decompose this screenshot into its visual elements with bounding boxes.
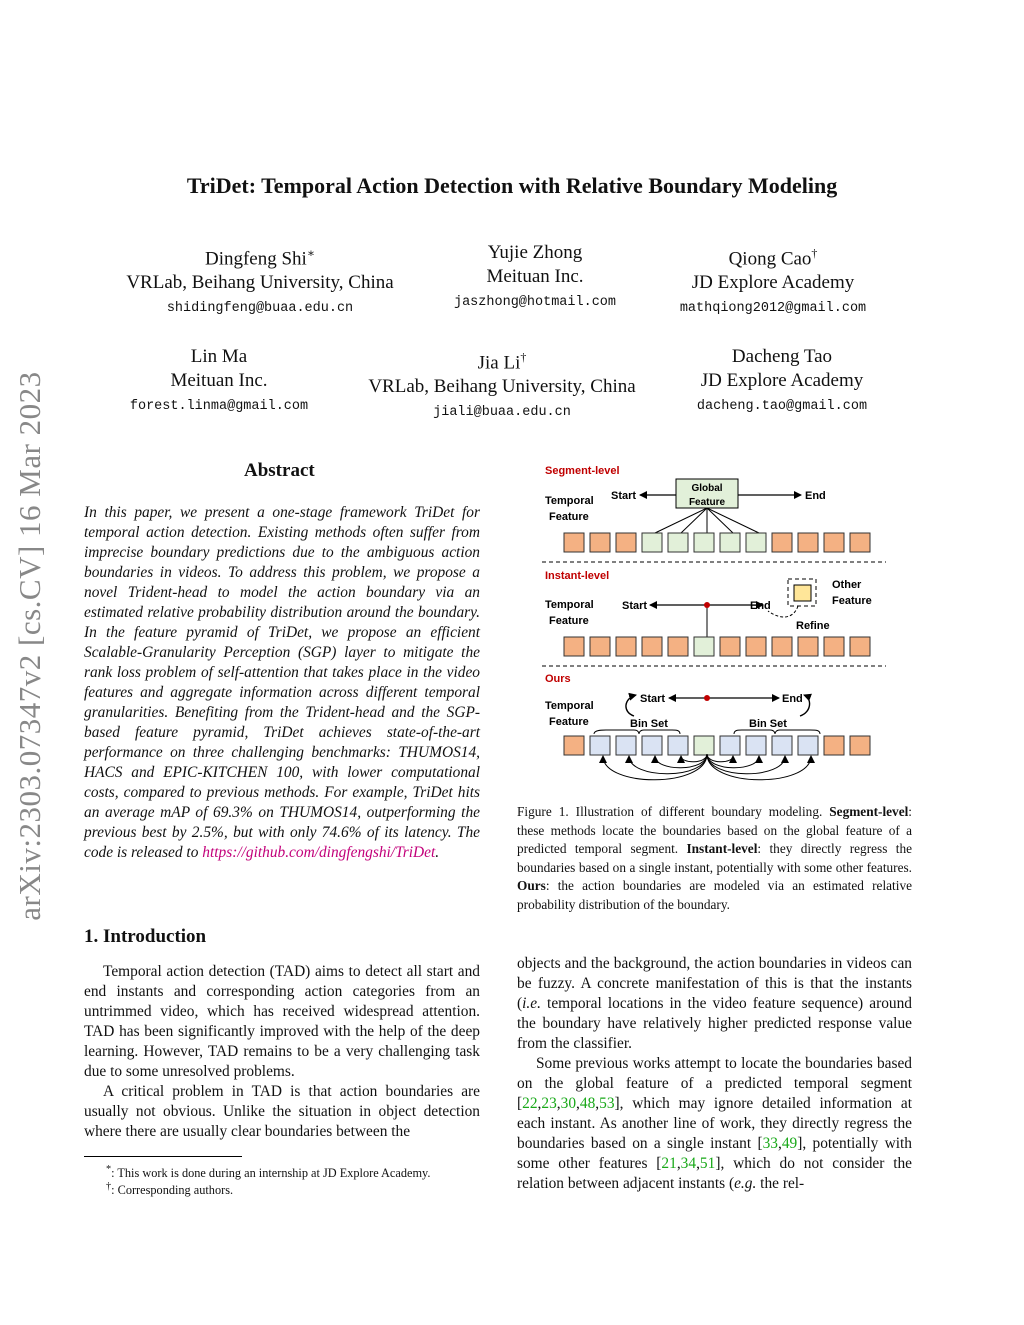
feature-row-ours <box>564 736 870 755</box>
feature-cell <box>720 736 740 755</box>
feature-cell <box>746 533 766 552</box>
feature-cell <box>642 533 662 552</box>
abstract-body: In this paper, we present a one-stage framework TriDet for temporal action detection. Existing methods often suffer from imprecise boundary predictions due to the ambiguous action boundaries in videos. To address this problem, we propose a novel Trident-head to model the action boundary via an estimated relative probability distribution around the boundary. In the feature pyramid of TriDet, we propose an efficient Scalable-Granularity Perception (SGP) layer to mitigate the rank loss problem of self-attention that takes place in the video features and aggregate information across different temporal granularities. Benefiting from the Trident-head and the SGP-based feature pyramid, TriDet achieves state-of-the-art performance on three challenging benchmarks: THUMOS14, HACS and EPIC-KITCHEN 100, with lower computational costs, compared to previous methods. For example, TriDet hits an average mAP of 69.3% on THUMOS14, outperforming the previous best by 2.5%, but with only 74.6% of its latency. The code is released to https://github.com/dingfengshi/TriDet. <box>84 504 480 861</box>
paragraph: Temporal action detection (TAD) aims to detect all start and end instants and corresponding action categories from an untrimmed video, which has received widespread attention. TAD has been significantly improved with the help of the deep learning. However, TAD remains to be a very challenging task due to some unresolved problems. <box>84 963 480 1080</box>
author-name: Lin Ma <box>190 346 248 367</box>
author-block <box>110 241 410 316</box>
paragraph: Some previous works attempt to locate the boundaries based on the global feature of a predicted temporal segment [22,23,30,48,53], which may ignore detailed information at each instant. As another line of work, they directly regress the boundaries based on a single instant [33,49], potentially with some other features [21,34,51], which do not consider the relation between adjacent instants (e.g. the rel- <box>517 1055 913 1192</box>
figure-caption: Figure 1. Illustration of different boundary modeling. Segment-level: these methods locate the boundaries based on the global feature of a predicted temporal segment. Instant-level: they directly regress the boundaries based on a single instant, potentially with some other features. Ours: the action boundaries are modeled via an estimated relative probability distribution of the boundary. <box>517 804 912 912</box>
paper-title: TriDet: Temporal Action Detection with Relative Boundary Modeling <box>186 173 838 198</box>
citation[interactable]: 21 <box>661 1155 677 1172</box>
author-affiliation: JD Explore Academy <box>700 370 864 391</box>
bin-set-label: Bin Set <box>630 718 668 730</box>
citation[interactable]: 51 <box>699 1155 716 1172</box>
refine-label: Refine <box>796 620 830 632</box>
citation[interactable]: 33 <box>762 1135 778 1152</box>
author-affiliation: VRLab, Beihang University, China <box>126 272 394 294</box>
citation[interactable]: 34 <box>680 1155 697 1172</box>
end-label: End <box>782 693 803 705</box>
other-feature-box <box>794 585 811 601</box>
feature-cell <box>772 533 792 552</box>
feature-cell <box>772 637 792 656</box>
feature-cell <box>642 736 662 755</box>
feature-cell <box>590 533 610 552</box>
feature-cell <box>694 637 714 656</box>
feature-cell <box>798 637 818 656</box>
code-link[interactable]: https://github.com/dingfengshi/TriDet <box>202 844 436 861</box>
author-email[interactable]: forest.linma@gmail.com <box>129 399 309 414</box>
feature-cell <box>616 736 636 755</box>
author-email[interactable]: dacheng.tao@gmail.com <box>696 399 868 414</box>
feature-cell <box>772 736 792 755</box>
author-name: Jia Li† <box>477 350 527 374</box>
footnote: †: Corresponding authors. <box>106 1181 234 1198</box>
feature-cell <box>642 637 662 656</box>
feature-cell <box>590 637 610 656</box>
author-affiliation: Meituan Inc. <box>170 370 268 391</box>
other-feature-label: Other <box>832 579 862 591</box>
intro-right-column <box>517 954 912 1194</box>
feature-cell <box>564 736 584 755</box>
feature-cell <box>746 736 766 755</box>
end-label: End <box>750 600 771 612</box>
feature-cell <box>590 736 610 755</box>
temporal-feature-label: Feature <box>549 615 589 627</box>
temporal-feature-label: Feature <box>549 716 589 728</box>
global-feature-text: Global <box>691 483 723 494</box>
abstract-text: In this paper, we present a one-stage framework TriDet for temporal action detection. Existing methods often suffer from imprecise boundary predictions due to the ambiguous action boundaries in videos. To address this problem, we propose a novel Trident-head to model the action boundary via an estimated relative probability distribution around the boundary. In the feature pyramid of TriDet, we propose an efficient Scalable-Granularity Perception (SGP) layer to mitigate the rank loss problem of self-attention that takes place in the video features and aggregate information across different temporal granularities. Benefiting from the Trident-head and the SGP-based feature pyramid, TriDet achieves state-of-the-art performance on three challenging benchmarks: THUMOS14, HACS and EPIC-KITCHEN 100, with lower computational costs, compared to previous methods. For example, TriDet hits an average mAP of 69.3% on THUMOS14, outperforming the previous best by 2.5%, but with only 74.6% of its latency. The code is released to <box>84 504 480 861</box>
feature-cell <box>564 533 584 552</box>
feature-cell <box>668 533 688 552</box>
citation[interactable]: 22 <box>522 1095 538 1112</box>
start-label: Start <box>611 490 637 502</box>
temporal-feature-label: Feature <box>549 511 589 523</box>
citation[interactable]: 48 <box>579 1095 596 1112</box>
author-block <box>632 345 932 414</box>
feature-cell <box>850 637 870 656</box>
feature-cell <box>694 736 714 755</box>
feature-cell <box>850 533 870 552</box>
intro-left-column <box>84 962 480 1142</box>
other-feature-label: Feature <box>832 595 872 607</box>
figure-boundary-modeling <box>536 458 892 798</box>
temporal-feature-label: Temporal <box>545 495 594 507</box>
feature-cell <box>720 637 740 656</box>
fan-lines <box>655 508 759 533</box>
author-email[interactable]: jiali@buaa.edu.cn <box>433 405 571 421</box>
bin-set-label: Bin Set <box>749 718 787 730</box>
footnote-rule <box>84 1156 242 1157</box>
instant-dot <box>704 695 710 701</box>
feature-cell <box>824 533 844 552</box>
temporal-feature-label: Temporal <box>545 700 594 712</box>
author-block <box>352 345 652 420</box>
author-email[interactable]: jaszhong@hotmail.com <box>453 295 617 310</box>
citation[interactable]: 30 <box>560 1095 577 1112</box>
author-affiliation: Meituan Inc. <box>486 266 584 287</box>
feature-cell <box>798 533 818 552</box>
feature-cell <box>746 637 766 656</box>
author-block <box>623 241 923 316</box>
feature-cell <box>694 533 714 552</box>
author-affiliation: JD Explore Academy <box>691 272 855 294</box>
paragraph: objects and the background, the action boundaries in videos can be fuzzy. A concrete manifestation of this is that the instants (i.e. temporal locations in the video feature sequence) around the boundary have relatively higher predicted response value from the classifier. <box>517 955 912 1052</box>
feature-cell <box>616 533 636 552</box>
segment-level-label: Segment-level <box>545 465 620 477</box>
citation[interactable]: 53 <box>599 1095 615 1112</box>
instant-dot <box>704 602 710 608</box>
author-affiliation: VRLab, Beihang University, China <box>368 376 636 398</box>
relation-arcs <box>603 754 811 780</box>
feature-row-instant <box>564 637 870 656</box>
paragraph: A critical problem in TAD is that action boundaries are usually not obvious. Unlike the situation in object detection where there are usually clear boundaries between the <box>84 1083 480 1140</box>
abstract-heading: Abstract <box>244 460 315 481</box>
feature-cell <box>720 533 740 552</box>
global-feature-text: Feature <box>688 497 726 508</box>
citation[interactable]: 49 <box>781 1135 798 1152</box>
feature-cell <box>824 736 844 755</box>
author-email[interactable]: shidingfeng@buaa.edu.cn <box>166 301 354 317</box>
start-label: Start <box>640 693 666 705</box>
author-block <box>69 345 369 414</box>
footnote: *: This work is done during an internship at JD Explore Academy. <box>106 1164 431 1181</box>
feature-cell <box>850 736 870 755</box>
arxiv-identifier: arXiv:2303.07347v2 [cs.CV] 16 Mar 2023 <box>12 371 47 921</box>
author-name: Yujie Zhong <box>487 242 583 263</box>
section-heading: 1. Introduction <box>84 926 207 947</box>
citation[interactable]: 23 <box>541 1095 557 1112</box>
ours-label: Ours <box>545 673 571 685</box>
feature-row-segment <box>564 533 870 552</box>
feature-cell <box>668 736 688 755</box>
end-label: End <box>805 490 826 502</box>
start-label: Start <box>622 600 648 612</box>
feature-cell <box>824 637 844 656</box>
feature-cell <box>668 637 688 656</box>
feature-cell <box>798 736 818 755</box>
author-email[interactable]: mathqiong2012@gmail.com <box>679 301 867 317</box>
feature-cell <box>564 637 584 656</box>
temporal-feature-label: Temporal <box>545 599 594 611</box>
author-name: Dacheng Tao <box>731 346 833 367</box>
feature-cell <box>616 637 636 656</box>
instant-level-label: Instant-level <box>545 570 610 582</box>
author-name: Dingfeng Shi∗ <box>204 246 315 270</box>
author-name: Qiong Cao† <box>728 246 818 270</box>
